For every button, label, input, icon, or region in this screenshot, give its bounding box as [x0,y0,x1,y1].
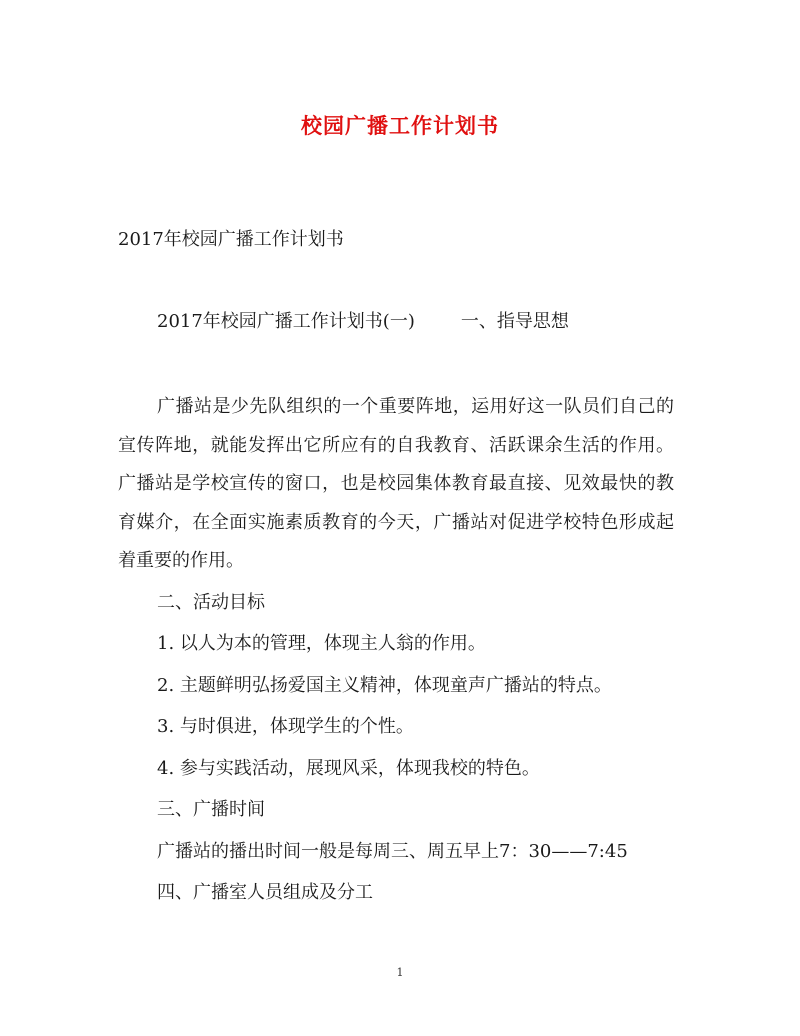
section-guiding-ideology: 一、指导思想 [460,311,569,332]
document-title: 校园广播工作计划书 [301,113,499,138]
goal-item-2: 2. 主题鲜明弘扬爱国主义精神，体现童声广播站的特点。 [157,675,612,696]
body-paragraph: 广播站是少先队组织的一个重要阵地，运用好这一队员们自己的宣传阵地，就能发挥出它所应有的自我教育、活跃课余生活的作用。广播站是学校宣传的窗口，也是校园集体教育最直接、见效最快的教育媒介，在全面实施素质教育的今天，广播站对促进学校特色形成起着重要的作用。 [118,396,674,571]
section-broadcast-time: 三、广播时间 [157,799,265,820]
goal-item-4: 4. 参与实践活动，展现风采，体现我校的特色。 [157,758,540,779]
page-number: 1 [396,966,404,979]
goal-item-1: 1. 以人为本的管理，体现主人翁的作用。 [157,633,486,654]
broadcast-time-text: 广播站的播出时间一般是每周三、周五早上7：30——7:45 [157,841,628,862]
section-heading-line [157,309,569,335]
goal-item-3: 3. 与时俱进，体现学生的个性。 [157,716,414,737]
plan-part-label: 2017年校园广播工作计划书(一) [157,311,415,332]
document-subtitle: 2017年校园广播工作计划书 [118,229,344,250]
section-activity-goals: 二、活动目标 [157,592,265,613]
section-staff-division: 四、广播室人员组成及分工 [157,882,373,903]
